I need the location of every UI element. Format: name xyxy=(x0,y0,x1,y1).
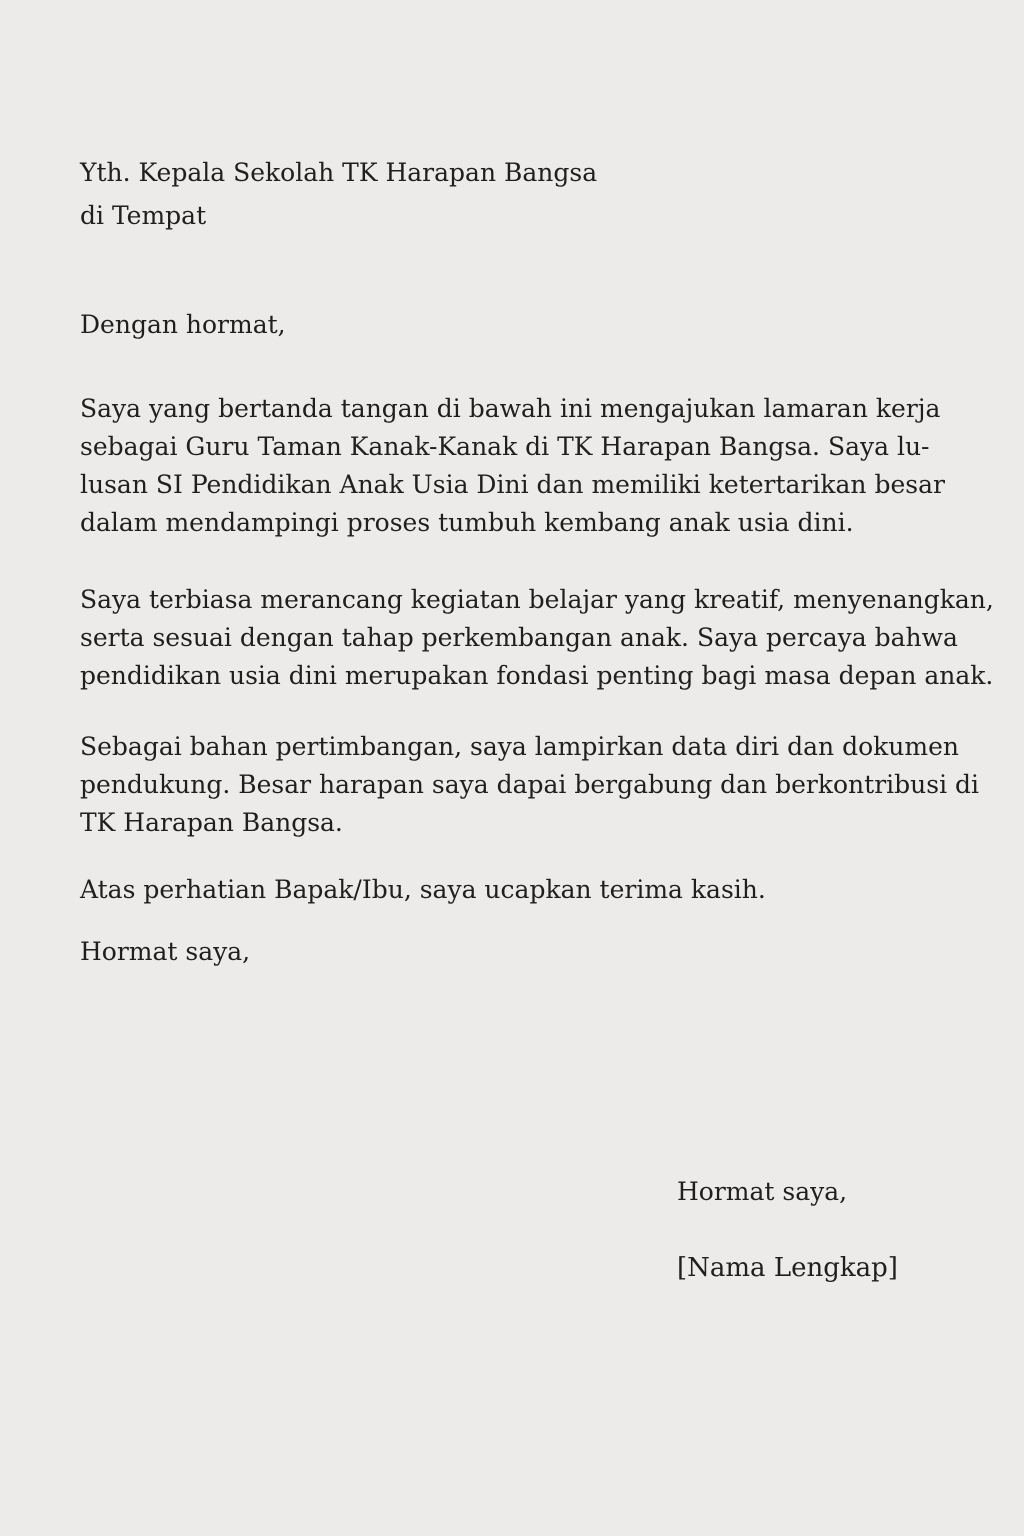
text-line: pendidikan usia dini merupakan fondasi penting bagi masa depan anak. xyxy=(80,661,994,690)
closing: Hormat saya, xyxy=(80,937,251,966)
paragraph-1 xyxy=(80,390,945,542)
text-line: TK Harapan Bangsa. xyxy=(80,808,343,837)
signature-name: [Nama Lengkap] xyxy=(677,1253,898,1283)
text-line: Saya yang bertanda tangan di bawah ini mengajukan lamaran kerja xyxy=(80,394,941,423)
text-line: sebagai Guru Taman Kanak-Kanak di TK Harapan Bangsa. Saya lu- xyxy=(80,432,930,461)
text-line: serta sesuai dengan tahap perkembangan anak. Saya percaya bahwa xyxy=(80,623,958,652)
paragraph-3 xyxy=(80,728,979,842)
paragraph-2 xyxy=(80,581,994,695)
signature-closing: Hormat saya, xyxy=(677,1177,848,1206)
text-line: Saya terbiasa merancang kegiatan belajar yang kreatif, menyenangkan, xyxy=(80,585,994,614)
recipient-line: di Tempat xyxy=(80,201,207,230)
text-line: lusan SI Pendidikan Anak Usia Dini dan memiliki ketertarikan besar xyxy=(80,470,945,499)
text-line: pendukung. Besar harapan saya dapai bergabung dan berkontribusi di xyxy=(80,770,980,799)
thanks-line: Atas perhatian Bapak/Ibu, saya ucapkan terima kasih. xyxy=(80,875,766,904)
recipient-line: Yth. Kepala Sekolah TK Harapan Bangsa xyxy=(80,158,598,187)
text-line: Sebagai bahan pertimbangan, saya lampirkan data diri dan dokumen xyxy=(80,732,959,761)
recipient-block xyxy=(80,154,597,235)
salutation: Dengan hormat, xyxy=(80,310,286,339)
text-line: dalam mendampingi proses tumbuh kembang anak usia dini. xyxy=(80,508,854,537)
